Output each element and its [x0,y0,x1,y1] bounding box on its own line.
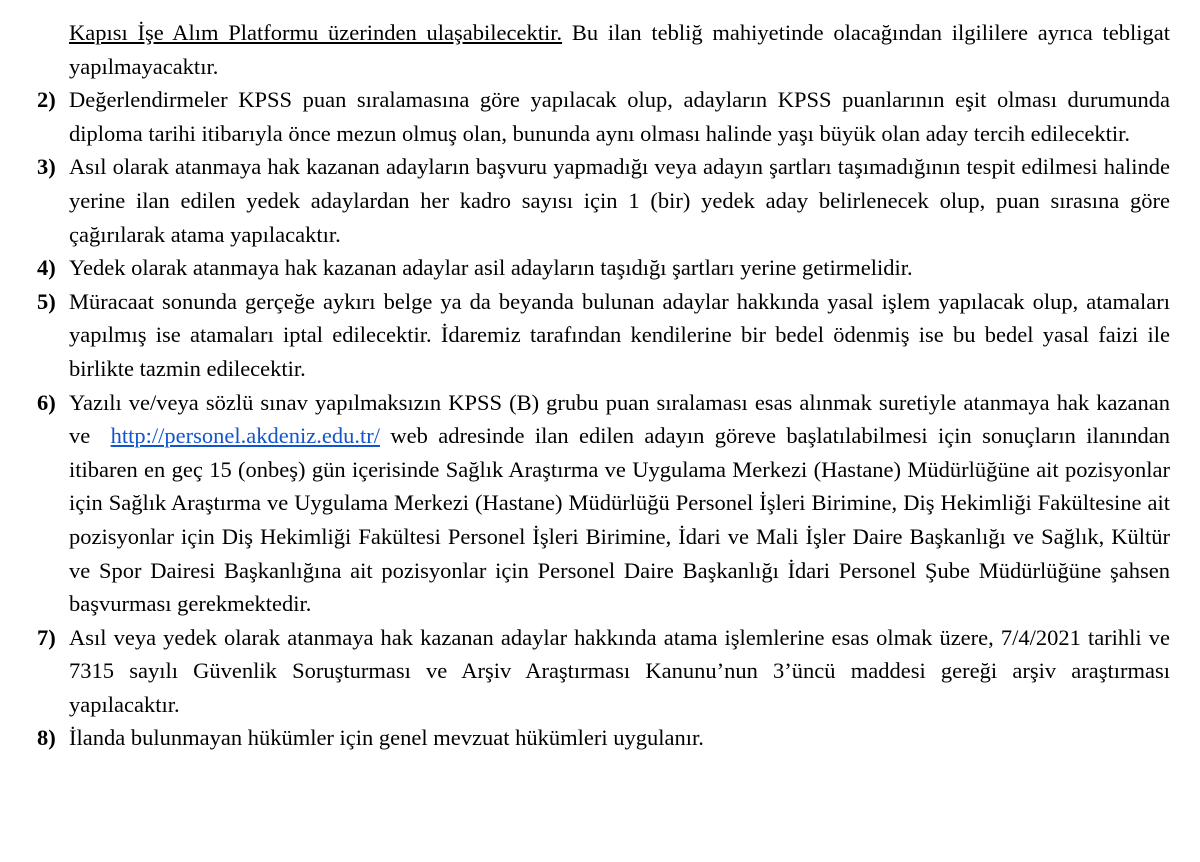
item-text [69,386,1170,621]
item-number: 7) [37,624,56,650]
item-text: Asıl veya yedek olarak atanmaya hak kazanan adaylar hakkında atama işlemlerine esas olmak üzere, 7/4/2021 tarihli ve 7315 sayılı Güvenlik Soruşturması ve Arşiv Araştırması Kanunu’nun 3’üncü maddesi gereği arşiv araştırması yapılacaktır. [69,624,1170,717]
list-item-7 [37,621,1170,722]
item-number: 8) [37,725,56,751]
intro-underlined-text: Kapısı İşe Alım Platformu üzerinden ulaşabilecektir. [69,20,563,45]
item-number: 3) [37,154,56,180]
list-item-2 [37,83,1170,150]
item-text: İlanda bulunmayan hükümler için genel mevzuat hükümleri uygulanır. [69,725,704,751]
item-text-after-link: web adresinde ilan edilen adayın göreve başlatılabilmesi için sonuçların ilanından itibaren en geç 15 (onbeş) gün içerisinde Sağlık Araştırma ve Uygulama Merkezi (Hastane) Müdürlüğüne ait pozisyonlar için Sağlık Araştırma ve Uygulama Merkezi (Hastane) Müdürlüğü Personel İşleri Birimine, Diş Hekimliği Fakültesine ait pozisyonlar için Diş Hekimliği Fakültesi Personel İşleri Birimine, İdari ve Mali İşler Daire Başkanlığı ve Sağlık, Kültür ve Spor Dairesi Başkanlığına ait pozisyonlar için Personel Daire Başkanlığı İdari Personel Şube Müdürlüğüne şahsen başvurması gerekmektedir. [69,423,1170,617]
list-item-6 [37,386,1170,621]
item-number: 6) [37,389,56,415]
item-number: 4) [37,255,56,281]
list-item-5 [37,285,1170,386]
item-number: 2) [37,87,56,113]
list-item-4 [37,251,1170,285]
item-text-before-link: Yazılı ve/veya sözlü sınav yapılmaksızın KPSS (B) grubu puan sıralaması esas alınmak suretiyle atanmaya hak kazanan ve [69,389,1170,449]
item-text: Müracaat sonunda gerçeğe aykırı belge ya da beyanda bulunan adaylar hakkında yasal işlem yapılacak olup, atamaları yapılmış ise atamaları iptal edilecektir. İdaremiz tarafından kendilerine bir bedel ödenmiş ise bu bedel yasal faizi ile birlikte tazmin edilecektir. [69,288,1170,381]
item-number: 5) [37,288,56,314]
list-item-8 [37,721,1170,755]
list-item-3 [37,150,1170,251]
personnel-website-link[interactable]: http://personel.akdeniz.edu.tr/ [110,423,380,449]
item-text: Değerlendirmeler KPSS puan sıralamasına göre yapılacak olup, adayların KPSS puanlarının eşit olması durumunda diploma tarihi itibarıyla önce mezun olmuş olan, bununda aynı olması halinde yaşı büyük olan aday tercih edilecektir. [69,87,1170,146]
item-text: Yedek olarak atanmaya hak kazanan adaylar asil adayların taşıdığı şartları yerine getirmelidir. [69,255,913,281]
item-text: Asıl olarak atanmaya hak kazanan adayların başvuru yapmadığı veya adayın şartları taşımadığının tespit edilmesi halinde yerine ilan edilen yedek adaylardan her kadro sayısı için 1 (bir) yedek aday belirlenecek olup, puan sırasına göre çağırılarak atama yapılacaktır. [69,154,1170,247]
intro-rest-text: Bu ilan tebliğ mahiyetinde olacağından ilgililere ayrıca tebligat yapılmayacaktır. [69,20,1170,79]
intro-paragraph [69,16,1170,83]
